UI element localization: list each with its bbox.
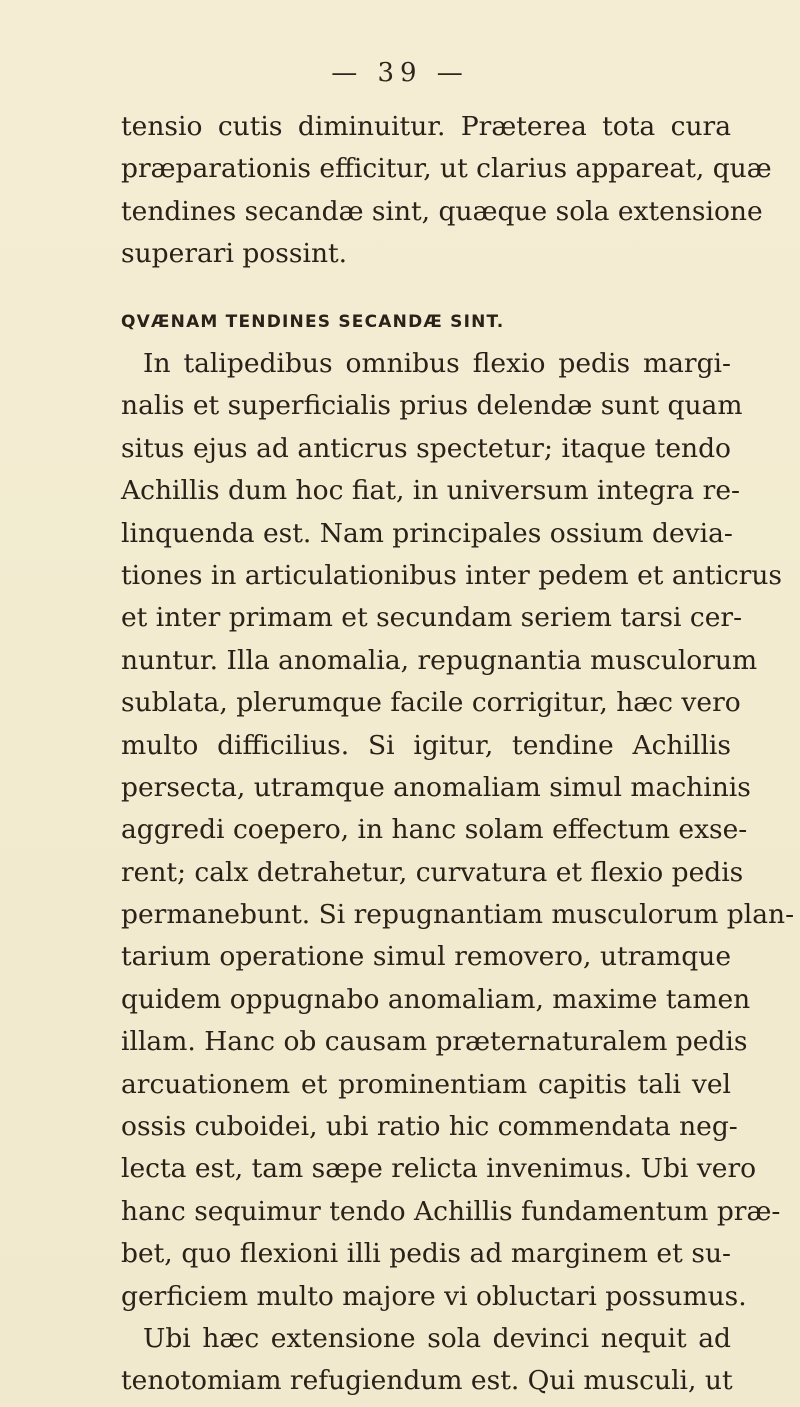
section-heading: QVÆNAM TENDINES SECANDÆ SINT.: [121, 312, 505, 332]
text-line: superari possint.: [121, 238, 348, 270]
text-line: tendines secandæ sint, quæque sola extensione: [121, 195, 763, 227]
text-line: sublata, plerumque facile corrigitur, hæc vero: [121, 687, 741, 719]
text-line: permanebunt. Si repugnantiam musculorum plan-: [121, 899, 795, 931]
text-line: et inter primam et secundam seriem tarsi cer-: [121, 602, 743, 634]
text-line: tarium operatione simul removero, utramque: [121, 941, 731, 973]
text-line: lecta est, tam sæpe relicta invenimus. Ubi vero: [121, 1153, 757, 1185]
text-line: quidem oppugnabo anomaliam, maxime tamen: [121, 983, 751, 1015]
text-line: multo difficilius. Si igitur, tendine Achillis: [121, 729, 731, 761]
text-line: Ubi hæc extensione sola devinci nequit ad: [143, 1322, 731, 1354]
text-line: nalis et superficialis prius delendæ sunt quam: [121, 390, 743, 422]
paragraph-2: [121, 343, 795, 1403]
text-line: ossis cuboidei, ubi ratio hic commendata neg-: [121, 1111, 738, 1143]
text-line: linquenda est. Nam principales ossium devia-: [121, 517, 733, 549]
text-line: tenotomiam refugiendum est. Qui musculi, ut: [121, 1365, 733, 1397]
text-line: hanc sequimur tendo Achillis fundamentum præ-: [121, 1195, 781, 1227]
text-line: illam. Hanc ob causam præternaturalem pedis: [121, 1026, 748, 1058]
text-line: aggredi coepero, in hanc solam effectum exse-: [121, 814, 748, 846]
text-line: rent; calx detrahetur, curvatura et flexio pedis: [121, 856, 744, 888]
text-line: tensio cutis diminuitur. Præterea tota cura: [121, 111, 731, 142]
text-line: In talipedibus omnibus flexio pedis margi-: [143, 348, 731, 379]
text-line: gerficiem multo majore vi obluctari possumus.: [121, 1280, 747, 1312]
text-line: arcuationem et prominentiam capitis tali vel: [121, 1068, 731, 1100]
text-line: bet, quo flexioni illi pedis ad marginem et su-: [121, 1238, 731, 1270]
text-line: præparationis efficitur, ut clarius appareat, quæ: [121, 153, 772, 185]
text-line: situs ejus ad anticrus spectetur; itaque tendo: [121, 432, 731, 464]
text-line: nuntur. Illa anomalia, repugnantia musculorum: [121, 644, 758, 676]
text-line: Achillis dum hoc fiat, in universum integra re-: [121, 475, 740, 507]
text-line: persecta, utramque anomaliam simul machinis: [121, 771, 751, 803]
page-number: — 39 —: [331, 58, 469, 88]
paragraph-1: [121, 106, 772, 276]
text-line: tiones in articulationibus inter pedem et anticrus: [121, 559, 782, 591]
